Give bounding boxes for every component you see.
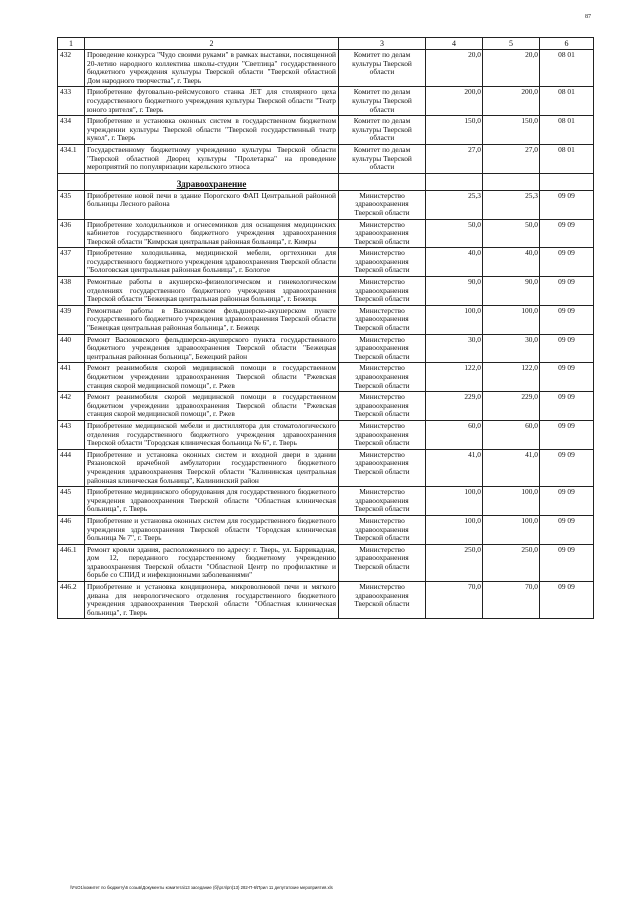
row-budget-code: 09 09 xyxy=(540,449,594,486)
row-description: Ремонт реанимобиля скорой медицинской помощи в государственном бюджетном учреждении здравоохранения Тверской области "Ржевская станция скорой медицинской помощи", г. Ржев xyxy=(85,363,339,392)
row-description: Приобретение новой печи в здание Порогского ФАП Центральной районной больницы Лесного района xyxy=(85,190,339,219)
row-description: Приобретение медицинской мебели и дистиллятора для стоматологического отделения государственного бюджетного учреждения здравоохранения Тверской области "Городская клиническая больница № 6", г. Тверь xyxy=(85,420,339,449)
column-header: 3 xyxy=(339,38,426,50)
row-number: 443 xyxy=(58,420,85,449)
table-row xyxy=(58,544,594,581)
row-number: 444 xyxy=(58,449,85,486)
row-number: 433 xyxy=(58,87,85,116)
row-number: 439 xyxy=(58,305,85,334)
row-responsible-body: Министерство здравоохранения Тверской области xyxy=(339,544,426,581)
row-description: Ремонтные работы в акушерско-физиологическом и гинекологическом отделениях государственного бюджетного учреждения здравоохранения Тверской области "Бежецкая центральная районная больница", г. Бежецк xyxy=(85,277,339,306)
row-budget-code: 09 09 xyxy=(540,277,594,306)
column-header: 1 xyxy=(58,38,85,50)
row-budget-code: 09 09 xyxy=(540,544,594,581)
page-number: 87 xyxy=(585,14,591,20)
table-row xyxy=(58,487,594,516)
row-budget-code: 08 01 xyxy=(540,87,594,116)
row-responsible-body: Министерство здравоохранения Тверской области xyxy=(339,582,426,619)
row-amount-total: 250,0 xyxy=(483,544,540,581)
row-amount-total: 27,0 xyxy=(483,144,540,173)
row-responsible-body: Министерство здравоохранения Тверской области xyxy=(339,392,426,421)
row-budget-code: 08 01 xyxy=(540,144,594,173)
table-row xyxy=(58,449,594,486)
row-amount: 100,0 xyxy=(426,515,483,544)
row-amount: 60,0 xyxy=(426,420,483,449)
row-description: Приобретение холодильника, медицинской мебели, оргтехники для государственного бюджетного учреждения здравоохранения Тверской области "Бологовская центральная районная больница", г. Бологое xyxy=(85,248,339,277)
table-row xyxy=(58,515,594,544)
table-row xyxy=(58,363,594,392)
file-path-footer: \\FsO1\комитет по бюджету\6 созыв\Документы комитета\13 заседание (б)\ргл\рп(13) 282-П-6\Прил 11 депутатские мероприятия.xls xyxy=(70,885,333,890)
row-amount: 229,0 xyxy=(426,392,483,421)
row-responsible-body: Министерство здравоохранения Тверской области xyxy=(339,449,426,486)
row-amount: 40,0 xyxy=(426,248,483,277)
table-row xyxy=(58,420,594,449)
row-description: Проведение конкурса "Чудо своими руками" в рамках выставки, посвященной 20-летию народного коллектива школы-студии "Светлица" государственного бюджетного учреждения культуры Тверской области "Тверской областной Дом народного творчества", г. Тверь xyxy=(85,50,339,87)
row-responsible-body: Министерство здравоохранения Тверской области xyxy=(339,277,426,306)
row-description: Приобретение фуговально-рейсмусового станка JET для столярного цеха государственного бюджетного учреждения культуры Тверской области "Театр юного зрителя", г. Тверь xyxy=(85,87,339,116)
row-responsible-body: Министерство здравоохранения Тверской области xyxy=(339,515,426,544)
row-budget-code: 09 09 xyxy=(540,582,594,619)
row-number: 434.1 xyxy=(58,144,85,173)
row-responsible-body: Комитет по делам культуры Тверской области xyxy=(339,87,426,116)
row-budget-code: 09 09 xyxy=(540,392,594,421)
column-header: 5 xyxy=(483,38,540,50)
column-header: 4 xyxy=(426,38,483,50)
row-responsible-body: Комитет по делам культуры Тверской области xyxy=(339,50,426,87)
appropriations-table xyxy=(57,37,594,619)
row-amount-total: 122,0 xyxy=(483,363,540,392)
row-budget-code: 09 09 xyxy=(540,334,594,363)
row-amount-total: 20,0 xyxy=(483,50,540,87)
row-budget-code: 09 09 xyxy=(540,515,594,544)
row-amount: 50,0 xyxy=(426,219,483,248)
row-amount-total: 60,0 xyxy=(483,420,540,449)
row-responsible-body: Министерство здравоохранения Тверской области xyxy=(339,363,426,392)
row-number: 435 xyxy=(58,190,85,219)
row-budget-code: 09 09 xyxy=(540,363,594,392)
table-row xyxy=(58,50,594,87)
table-row xyxy=(58,219,594,248)
row-amount-total: 100,0 xyxy=(483,305,540,334)
row-description: Государственному бюджетному учреждению культуры Тверской области "Тверской областной Дворец культуры "Пролетарка" на проведение мероприятий по популяризации карельского этноса xyxy=(85,144,339,173)
row-amount: 27,0 xyxy=(426,144,483,173)
row-amount: 100,0 xyxy=(426,305,483,334)
row-amount: 200,0 xyxy=(426,87,483,116)
row-number: 441 xyxy=(58,363,85,392)
row-budget-code: 08 01 xyxy=(540,50,594,87)
row-amount-total: 229,0 xyxy=(483,392,540,421)
row-amount: 70,0 xyxy=(426,582,483,619)
row-number: 436 xyxy=(58,219,85,248)
row-number: 446 xyxy=(58,515,85,544)
table-row xyxy=(58,190,594,219)
row-number: 440 xyxy=(58,334,85,363)
row-description: Ремонт кровли здания, расположенного по адресу: г. Тверь, ул. Баррикадная, дом 12, переданного государственному бюджетному учреждению здравоохранения Тверской области "Областной Центр по профилактике и борьбе со СПИД и инфекционными заболеваниями" xyxy=(85,544,339,581)
row-responsible-body: Министерство здравоохранения Тверской области xyxy=(339,219,426,248)
row-responsible-body: Министерство здравоохранения Тверской области xyxy=(339,190,426,219)
row-description: Ремонтные работы в Васюковском фельдшерско-акушерском пункте государственного бюджетного учреждения здравоохранения Тверской области "Бежецкая центральная районная больница", г. Бежецк xyxy=(85,305,339,334)
row-description: Приобретение и установка кондиционера, микроволновой печи и мягкого дивана для неврологического отделения государственного бюджетного учреждения здравоохранения Тверской области "Областная клиническая больница", г. Тверь xyxy=(85,582,339,619)
row-responsible-body: Министерство здравоохранения Тверской области xyxy=(339,248,426,277)
row-amount: 20,0 xyxy=(426,50,483,87)
row-budget-code: 09 09 xyxy=(540,420,594,449)
row-number: 442 xyxy=(58,392,85,421)
row-number: 438 xyxy=(58,277,85,306)
row-amount: 250,0 xyxy=(426,544,483,581)
row-budget-code: 08 01 xyxy=(540,116,594,145)
table-row xyxy=(58,144,594,173)
row-number: 445 xyxy=(58,487,85,516)
row-budget-code: 09 09 xyxy=(540,305,594,334)
row-amount-total: 100,0 xyxy=(483,487,540,516)
table-row xyxy=(58,116,594,145)
section-row xyxy=(58,173,594,190)
row-amount: 122,0 xyxy=(426,363,483,392)
row-responsible-body: Министерство здравоохранения Тверской области xyxy=(339,334,426,363)
table-row xyxy=(58,248,594,277)
row-description: Приобретение холодильников и огнесеминков для оснащения медицинских кабинетов государственного бюджетного учреждения здравоохранения Тверской области "Кимрская центральная районная больница", г. Кимры xyxy=(85,219,339,248)
row-amount-total: 70,0 xyxy=(483,582,540,619)
table-row xyxy=(58,334,594,363)
row-budget-code: 09 09 xyxy=(540,219,594,248)
row-description: Приобретение и установка оконных систем в государственном бюджетном учреждении культуры Тверской области "Тверской государственный театр кукол", г. Тверь xyxy=(85,116,339,145)
row-budget-code: 09 09 xyxy=(540,248,594,277)
table-row xyxy=(58,582,594,619)
row-number: 446.1 xyxy=(58,544,85,581)
row-amount-total: 40,0 xyxy=(483,248,540,277)
header-row xyxy=(58,38,594,50)
row-amount: 90,0 xyxy=(426,277,483,306)
row-amount-total: 50,0 xyxy=(483,219,540,248)
column-header: 6 xyxy=(540,38,594,50)
row-amount-total: 100,0 xyxy=(483,515,540,544)
row-amount-total: 200,0 xyxy=(483,87,540,116)
row-amount-total: 150,0 xyxy=(483,116,540,145)
row-amount-total: 30,0 xyxy=(483,334,540,363)
row-description: Приобретение медицинского оборудования для государственного бюджетного учреждения здравоохранения Тверской области "Областная клиническая больница", г. Тверь xyxy=(85,487,339,516)
row-description: Приобретение и установка оконных систем и входной двери в здании Рязановской врачебной амбулатории государственного бюджетного учреждения здравоохранения Тверской области "Калининская центральная районная клиническая больница", Калининский район xyxy=(85,449,339,486)
row-number: 432 xyxy=(58,50,85,87)
row-budget-code: 09 09 xyxy=(540,190,594,219)
row-number: 446.2 xyxy=(58,582,85,619)
row-responsible-body: Министерство здравоохранения Тверской области xyxy=(339,305,426,334)
row-amount: 41,0 xyxy=(426,449,483,486)
row-description: Приобретение и установка оконных систем для государственного бюджетного учреждения здравоохранения Тверской области "Городская клиническая больница № 7", г. Тверь xyxy=(85,515,339,544)
row-amount-total: 90,0 xyxy=(483,277,540,306)
row-description: Ремонт Васюковского фельдшерско-акушерского пункта государственного бюджетного учреждения здравоохранения Тверской области "Бежецкая центральная районная больница", Бежецкий район xyxy=(85,334,339,363)
table-row xyxy=(58,392,594,421)
row-responsible-body: Министерство здравоохранения Тверской области xyxy=(339,420,426,449)
row-responsible-body: Комитет по делам культуры Тверской области xyxy=(339,116,426,145)
row-amount: 30,0 xyxy=(426,334,483,363)
row-responsible-body: Министерство здравоохранения Тверской области xyxy=(339,487,426,516)
row-number: 437 xyxy=(58,248,85,277)
row-amount: 25,3 xyxy=(426,190,483,219)
table-row xyxy=(58,277,594,306)
row-amount: 100,0 xyxy=(426,487,483,516)
row-amount: 150,0 xyxy=(426,116,483,145)
row-responsible-body: Комитет по делам культуры Тверской области xyxy=(339,144,426,173)
row-description: Ремонт реанимобиля скорой медицинской помощи в государственном бюджетном учреждении здравоохранения Тверской области "Ржевская станция скорой медицинской помощи", г. Ржев xyxy=(85,392,339,421)
table-row xyxy=(58,87,594,116)
table-row xyxy=(58,305,594,334)
section-title: Здравоохранение xyxy=(176,179,247,190)
row-budget-code: 09 09 xyxy=(540,487,594,516)
row-amount-total: 41,0 xyxy=(483,449,540,486)
row-number: 434 xyxy=(58,116,85,145)
column-header: 2 xyxy=(85,38,339,50)
row-amount-total: 25,3 xyxy=(483,190,540,219)
